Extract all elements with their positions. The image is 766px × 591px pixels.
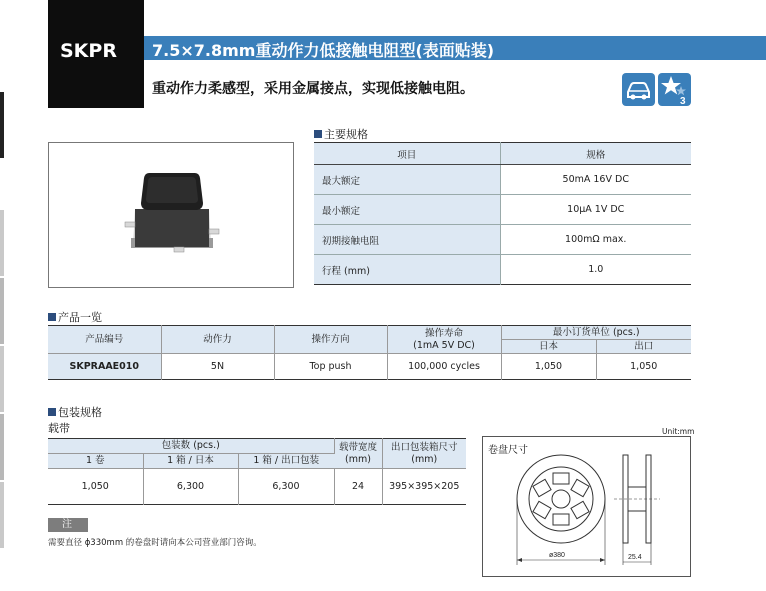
table-row xyxy=(314,165,691,195)
chapter-tab-active xyxy=(0,92,4,158)
reel-width-label: 25.4 xyxy=(628,554,642,561)
part-number: SKPRAAE010 xyxy=(48,354,161,380)
note-tag: 注 xyxy=(48,518,88,532)
qty-per-case-japan: 6,300 xyxy=(143,469,238,505)
packaging-table xyxy=(48,438,466,505)
column-header: 1 箱 / 日本 xyxy=(143,454,238,469)
column-header: 最小订货单位 (pcs.) xyxy=(501,326,691,340)
spec-value: 1.0 xyxy=(588,264,604,275)
column-header: 出口 xyxy=(596,340,691,354)
title-bar xyxy=(144,36,766,60)
chapter-tab xyxy=(0,210,4,276)
column-header: 动作力 xyxy=(161,326,274,354)
spec-value: 100mΩ max. xyxy=(500,225,691,255)
spec-heading: 主要规格 xyxy=(314,126,368,142)
spec-item: 最大额定 xyxy=(314,165,500,195)
svg-text:3: 3 xyxy=(680,96,686,106)
reel-diameter-label: ø380 xyxy=(549,552,565,559)
moq-export: 1,050 xyxy=(630,361,658,372)
reel-title: 卷盘尺寸 xyxy=(488,445,528,456)
products-heading: 产品一览 xyxy=(48,309,102,325)
unit-label: Unit:mm xyxy=(662,427,695,436)
chapter-tab xyxy=(0,346,4,412)
packaging-type: 载带 xyxy=(48,422,70,435)
chapter-tab xyxy=(0,482,4,548)
products-table xyxy=(48,325,691,380)
table-row xyxy=(48,354,691,380)
column-header: 项目 xyxy=(314,143,500,165)
table-header-row xyxy=(314,143,691,165)
operating-life: 100,000 cycles xyxy=(387,354,501,380)
column-header-life: 操作寿命 (1mA 5V DC) xyxy=(387,326,501,354)
table-row xyxy=(48,469,466,505)
column-header-box-size: 出口包装箱尺寸 (mm) xyxy=(382,439,466,469)
reel-diagram xyxy=(482,436,691,577)
table-header-row xyxy=(48,326,691,340)
column-header: 1 卷 xyxy=(48,454,143,469)
packaging-heading: 包装规格 xyxy=(48,404,102,420)
table-row xyxy=(314,225,691,255)
spec-item: 最小额定 xyxy=(314,195,500,225)
table-header-row xyxy=(48,439,466,454)
spec-table xyxy=(314,142,691,285)
column-header: 包装数 (pcs.) xyxy=(48,439,334,454)
product-photo xyxy=(48,142,294,288)
column-header: 1 箱 / 出口包装 xyxy=(238,454,334,469)
table-row xyxy=(314,195,691,225)
moq-japan: 1,050 xyxy=(501,354,596,380)
star-rank-icon xyxy=(658,73,691,106)
series-code: SKPR xyxy=(60,40,117,62)
spec-value: 50mA 16V DC xyxy=(500,165,691,195)
page-subtitle: 重动作力柔感型，采用金属接点，实现低接触电阻。 xyxy=(152,81,474,97)
chapter-tab xyxy=(0,278,4,344)
column-header: 产品编号 xyxy=(48,326,161,354)
qty-per-reel: 1,050 xyxy=(48,469,143,505)
spec-value: 10μA 1V DC xyxy=(500,195,691,225)
note-text: 需要直径 ϕ330mm 的卷盘时请向本公司营业部门咨询。 xyxy=(48,538,262,548)
chapter-tab xyxy=(0,414,4,480)
operating-force: 5N xyxy=(161,354,274,380)
operating-direction: Top push xyxy=(274,354,387,380)
column-header-tape-width: 载带宽度 (mm) xyxy=(334,439,382,469)
tape-width: 24 xyxy=(334,469,382,505)
page-title: 7.5×7.8mm重动作力低接触电阻型(表面贴装) xyxy=(152,41,495,60)
box-size: 395×395×205 xyxy=(389,481,460,492)
spec-item: 行程 (mm) xyxy=(314,255,500,285)
column-header: 操作方向 xyxy=(274,326,387,354)
qty-per-case-export: 6,300 xyxy=(238,469,334,505)
column-header: 日本 xyxy=(501,340,596,354)
car-icon xyxy=(622,73,655,106)
column-header: 规格 xyxy=(500,143,691,165)
table-row xyxy=(314,255,691,285)
spec-item: 初期接触电阻 xyxy=(314,225,500,255)
